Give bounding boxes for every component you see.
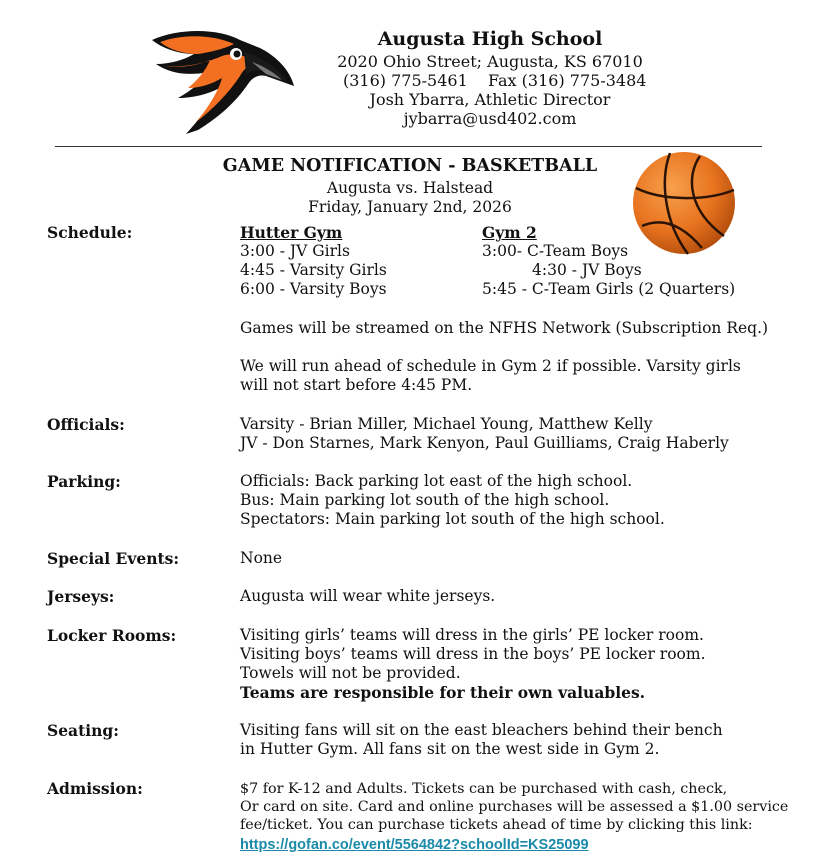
school-name: Augusta High School [377, 28, 603, 50]
director-email: jybarra@usd402.com [403, 109, 577, 128]
oriole-bird-logo [148, 26, 298, 136]
matchup: Augusta vs. Halstead [326, 179, 494, 197]
game-date: Friday, January 2nd, 2026 [308, 198, 512, 216]
hutter-gym-title: Hutter Gym [240, 223, 343, 242]
jerseys-label: Jerseys: [47, 587, 115, 606]
hutter-game: 3:00 - JV Girls [240, 242, 350, 260]
special-events-value: None [240, 549, 283, 567]
ticket-link[interactable]: https://gofan.co/event/5564842?schoolId=KS25099 [240, 837, 589, 853]
gym2-title: Gym 2 [482, 223, 537, 242]
hutter-game: 4:45 - Varsity Girls [240, 261, 387, 279]
stream-note: Games will be streamed on the NFHS Network (Subscription Req.) [240, 319, 769, 337]
jerseys-value: Augusta will wear white jerseys. [240, 587, 496, 605]
parking-line: Officials: Back parking lot east of the high school. [240, 472, 633, 490]
locker-rooms-label: Locker Rooms: [47, 626, 177, 645]
parking-line: Spectators: Main parking lot south of the high school. [240, 510, 665, 528]
admission-line: Or card on site. Card and online purchases will be assessed a $1.00 service [240, 799, 789, 815]
notification-title: GAME NOTIFICATION - BASKETBALL [222, 156, 598, 176]
officials-label: Officials: [47, 415, 125, 434]
seating-line: Visiting fans will sit on the east bleachers behind their bench [240, 721, 723, 739]
gym2-game: 4:30 - JV Boys [532, 261, 642, 279]
school-fax: Fax (316) 775-3484 [488, 71, 647, 90]
schedule-label: Schedule: [47, 223, 133, 242]
special-events-label: Special Events: [47, 549, 180, 568]
seating-label: Seating: [47, 721, 119, 740]
ahead-note: will not start before 4:45 PM. [240, 376, 473, 394]
locker-room-line: Visiting girls’ teams will dress in the girls’ PE locker room. [240, 626, 704, 644]
seating-line: in Hutter Gym. All fans sit on the west side in Gym 2. [240, 740, 660, 758]
admission-line: fee/ticket. You can purchase tickets ahead of time by clicking this link: [240, 817, 753, 833]
valuables-notice: Teams are responsible for their own valuables. [240, 683, 646, 702]
athletic-director: Josh Ybarra, Athletic Director [369, 90, 611, 109]
locker-room-line: Towels will not be provided. [240, 664, 461, 682]
school-address: 2020 Ohio Street; Augusta, KS 67010 [337, 52, 643, 71]
gym2-game: 3:00- C-Team Boys [482, 242, 629, 260]
parking-label: Parking: [47, 472, 121, 491]
officials-line: JV - Don Starnes, Mark Kenyon, Paul Guilliams, Craig Haberly [240, 434, 729, 452]
ahead-note: We will run ahead of schedule in Gym 2 if possible. Varsity girls [240, 357, 741, 375]
header-divider [55, 146, 762, 147]
parking-line: Bus: Main parking lot south of the high school. [240, 491, 610, 509]
officials-line: Varsity - Brian Miller, Michael Young, Matthew Kelly [240, 415, 653, 433]
gym2-game: 5:45 - C-Team Girls (2 Quarters) [482, 280, 736, 298]
locker-room-line: Visiting boys’ teams will dress in the boys’ PE locker room. [240, 645, 706, 663]
admission-line: $7 for K-12 and Adults. Tickets can be purchased with cash, check, [240, 781, 728, 797]
school-phone: (316) 775-5461 [343, 71, 468, 90]
basketball-icon [630, 150, 738, 256]
admission-label: Admission: [47, 779, 143, 798]
hutter-game: 6:00 - Varsity Boys [240, 280, 387, 298]
